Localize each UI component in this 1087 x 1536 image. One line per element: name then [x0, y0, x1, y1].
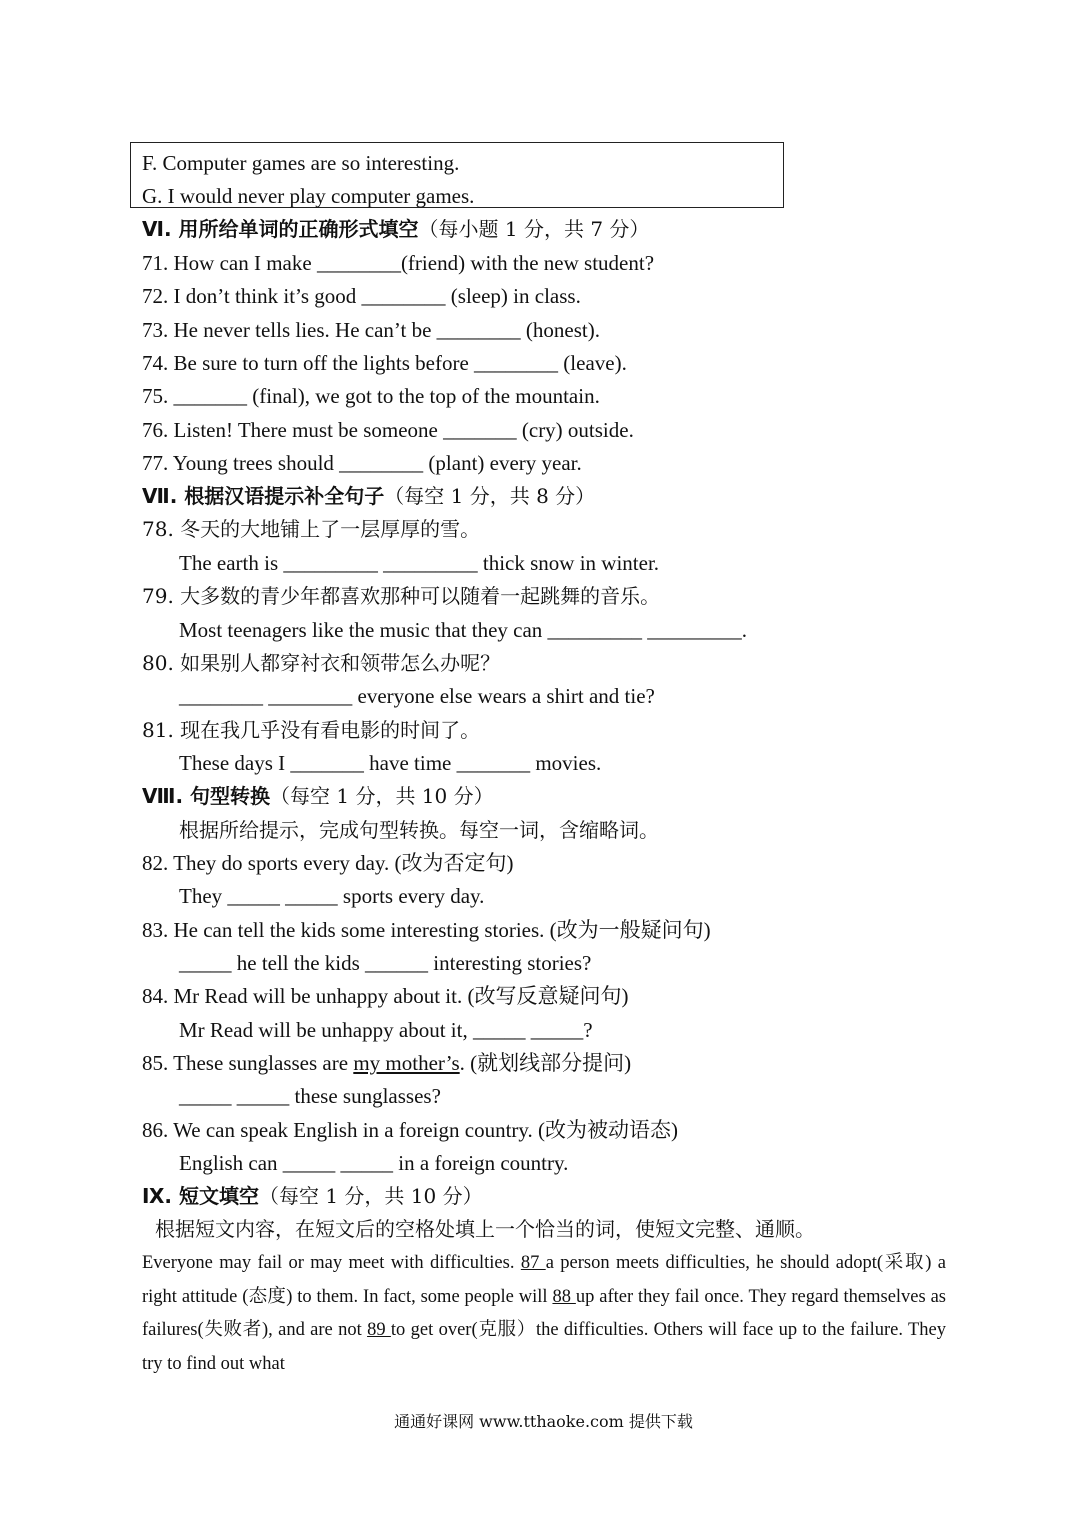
question-79-cn: 79. 大多数的青少年都喜欢那种可以随着一起跳舞的音乐。 [142, 584, 661, 608]
question-83: 83. He can tell the kids some interesting stories. (改为一般疑问句) [142, 918, 711, 942]
question-73: 73. He never tells lies. He can’t be ________ (honest). [142, 318, 600, 342]
cloze-text-4: to get over(克服）the difficulties. Others will face up to the failure. They try to find out what [142, 1320, 946, 1374]
section7-heading [142, 483, 595, 509]
section9-heading [142, 1183, 483, 1209]
question-85-post: . (就划线部分提问) [459, 1051, 632, 1075]
option-g: G. I would never play computer games. [142, 184, 475, 208]
question-77: 77. Young trees should ________ (plant) every year. [142, 451, 582, 475]
question-85-underlined: my mother’s [353, 1051, 460, 1075]
cloze-text-3: up after they fail once. They regard themselves as failures(失败者), and are not [142, 1286, 947, 1340]
blank-89: 89 [367, 1320, 391, 1340]
question-75: 75. _______ (final), we got to the top of the mountain. [142, 384, 600, 408]
cloze-text-2: a person meets difficulties, he should adopt(采取) a right attitude (态度) to them. In fact, some people will [142, 1253, 946, 1307]
section6-heading [142, 216, 649, 242]
answer-84: Mr Read will be unhappy about it, _____ _____? [179, 1018, 593, 1042]
section9-instruction: 根据短文内容，在短文后的空格处填上一个恰当的词，使短文完整、通顺。 [155, 1217, 815, 1241]
section8-heading [142, 783, 494, 809]
option-f: F. Computer games are so interesting. [142, 151, 460, 175]
section8-note: （每空 1 分，共 10 分） [270, 784, 494, 808]
footer: 通通好课网 www.tthaoke.com 提供下载 [394, 1412, 693, 1431]
section8-instruction: 根据所给提示，完成句型转换。每空一词，含缩略词。 [179, 818, 659, 842]
answer-82: They _____ _____ sports every day. [179, 884, 485, 908]
question-82: 82. They do sports every day. (改为否定句) [142, 851, 514, 875]
cloze-passage [142, 1247, 946, 1381]
question-72: 72. I don’t think it’s good ________ (sleep) in class. [142, 284, 581, 308]
answer-86: English can _____ _____ in a foreign country. [179, 1151, 569, 1175]
question-78-cn: 78. 冬天的大地铺上了一层厚厚的雪。 [142, 517, 481, 541]
section7-title: Ⅶ. 根据汉语提示补全句子 [142, 484, 385, 508]
question-71: 71. How can I make ________(friend) with the new student? [142, 251, 655, 275]
question-85-pre: 85. These sunglasses are [142, 1051, 354, 1075]
question-78-en: The earth is _________ _________ thick snow in winter. [179, 551, 660, 575]
question-79-en: Most teenagers like the music that they can _________ _________. [179, 618, 748, 642]
cloze-text-1: Everyone may fail or may meet with difficulties. [142, 1253, 521, 1273]
answer-85: _____ _____ these sunglasses? [179, 1084, 441, 1108]
question-84: 84. Mr Read will be unhappy about it. (改写反意疑问句) [142, 984, 629, 1008]
question-74: 74. Be sure to turn off the lights before ________ (leave). [142, 351, 627, 375]
section9-note: （每空 1 分，共 10 分） [258, 1184, 483, 1208]
question-80-en: ________ ________ everyone else wears a shirt and tie? [179, 684, 655, 708]
answer-83: _____ he tell the kids ______ interesting stories? [179, 951, 592, 975]
section6-title: Ⅵ. 用所给单词的正确形式填空 [142, 217, 419, 241]
blank-88: 88 [552, 1286, 576, 1307]
section8-title: Ⅷ. 句型转换 [142, 784, 271, 808]
question-81-en: These days I _______ have time _______ movies. [179, 751, 602, 775]
question-86: 86. We can speak English in a foreign country. (改为被动语态) [142, 1118, 679, 1142]
section9-title: Ⅸ. 短文填空 [142, 1184, 259, 1208]
question-76: 76. Listen! There must be someone _______ (cry) outside. [142, 418, 634, 442]
question-85 [142, 1050, 631, 1076]
section6-note: （每小题 1 分，共 7 分） [418, 217, 650, 241]
blank-87: 87 [520, 1253, 546, 1273]
question-80-cn: 80. 如果别人都穿衬衣和领带怎么办呢？ [142, 651, 501, 675]
question-81-cn: 81. 现在我几乎没有看电影的时间了。 [142, 718, 481, 742]
section7-note: （每空 1 分，共 8 分） [384, 484, 596, 508]
